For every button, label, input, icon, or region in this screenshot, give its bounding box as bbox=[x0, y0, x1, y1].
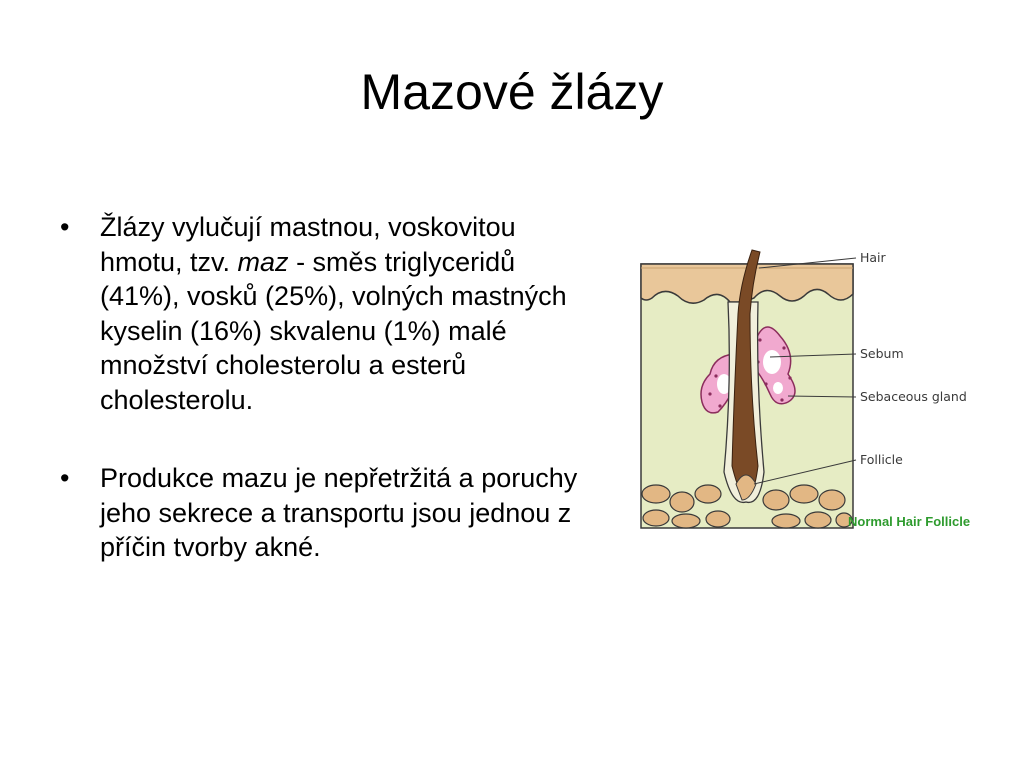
figure-caption: Normal Hair Follicle bbox=[848, 514, 971, 529]
bullet-item-production bbox=[58, 461, 588, 565]
bullet-mark: • bbox=[60, 212, 70, 242]
bullet-text-start: Žlázy vylučují mastnou, voskovitou hmotu, tzv. bbox=[100, 212, 516, 277]
hair-follicle-figure bbox=[636, 244, 1024, 534]
label-sebum: Sebum bbox=[860, 346, 904, 361]
label-sebaceous-gland: Sebaceous gland bbox=[860, 389, 967, 404]
bullet-text-end: - směs triglyceridů (41%), vosků (25%), volných mastných kyselin (16%) skvalenu (1%) malé množství cholesterolu a esterů cholesterolu. bbox=[100, 246, 567, 415]
bullet-item-composition bbox=[58, 210, 588, 417]
bullet-list bbox=[58, 210, 588, 565]
hair-follicle-diagram bbox=[636, 244, 1024, 534]
label-follicle: Follicle bbox=[860, 452, 903, 467]
bullet-text: Produkce mazu je nepřetržitá a poruchy jeho sekrece a transportu jsou jednou z příčin tvorby akné. bbox=[100, 463, 578, 562]
bullet-mark: • bbox=[60, 463, 70, 493]
slide-title: Mazové žlázy bbox=[360, 64, 664, 120]
label-hair: Hair bbox=[860, 250, 886, 265]
bullet-emphasis-maz: maz bbox=[237, 246, 289, 277]
